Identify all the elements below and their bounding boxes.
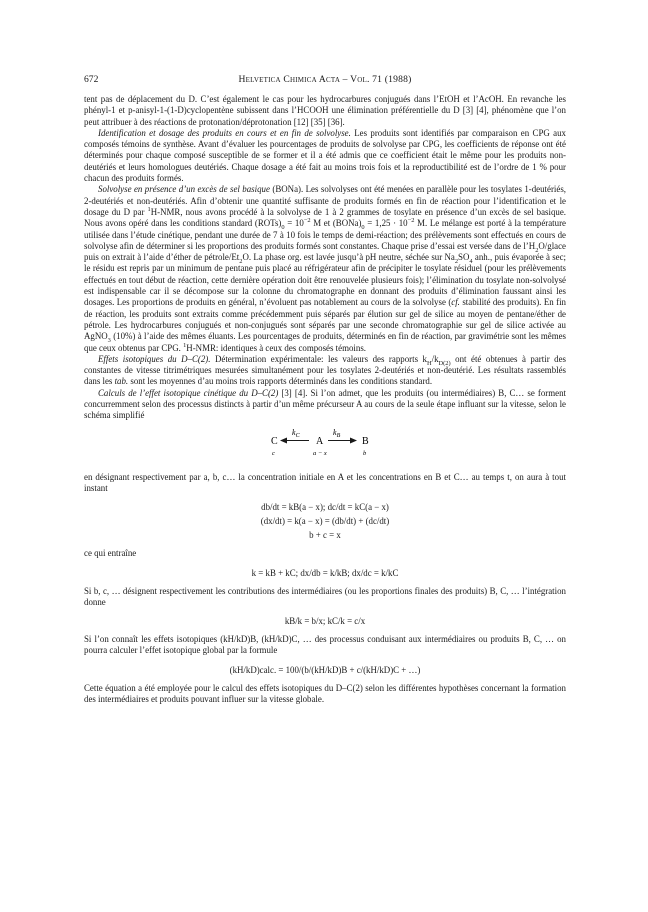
equation-sum: b + c = x <box>309 530 341 541</box>
page-number: 672 <box>84 74 99 85</box>
arrow-right-head <box>350 437 357 443</box>
equation-block-4 <box>84 664 566 676</box>
scheme-A: A <box>316 435 324 447</box>
scheme-kB: $k_B$ <box>333 427 341 439</box>
equation-block-2 <box>84 567 566 579</box>
scheme-kC: $k_C$ <box>292 427 300 439</box>
paragraph-integration: Si b, c, … désignent respectivement les contributions des intermédiaires (ou les proportions finales des produits) B, C, … l’intégration donne <box>84 585 566 607</box>
paragraph-solvolyse: Solvolyse en présence d’un excès de sel basique (BONa). Les solvolyses ont été menées en parallèle pour les tosylates 1-deutériés, 2-deutériés et non-deutériés. Afin d’obtenir une quantité suffisante de produits formés en fin de réaction pour l’identification et le dosage du D par $^1$H-NMR, nous avons procédé à la solvolyse de 1 à 2 grammes de tosylate en présence d’un excès de sel basique. Nous avons opéré dans les conditions standard $(ROTs)_0 = 10^{-2}$ M et $(BONa)_0 = 1,25 \cdot 10^{-2}$ M. Le mélange est porté à la température utilisée dans l’étude cinétique, pendant une durée de 7 à 10 fois le temps de demi-réaction; des prélèvements sont effectués en cours de solvolyse afin de déterminer si les proportions des produits formés sont constantes. Chaque prise d’essai est versée dans de $l’H_2O$/glace puis on extrait à l’aide d’éther de pétrole/$Et_2O$. La phase org. est lavée jusqu’à pH neutre, séchée sur $Na_2SO_4$ anh., puis évaporée à sec; le résidu est repris par un minimum de pentane puis placé au réfrigérateur afin de précipiter le tosylate résiduel (pour les prélèvements effectués en tout début de réaction, cette dernière opération doit être renouvelée plusieurs fois); l’élimination du tosylate non-solvolysé est indispensable car il se décompose sur la colonne du chromatographe en donnant des produits d’élimination faussant ainsi les dosages. Les proportions de produits en général, n’évoluent pas notablement au cours de la solvolyse (cf. stabilité des produits). En fin de réaction, les produits sont extraits comme précédemment puis séparés par élution sur gel de silice au moyen de pentane/éther de pétrole. Les hydrocarbures conjugués et non-conjugués sont séparés par une seconde chromatographie sur gel de silice activée au AgNO$_3$ (10%) à l’aide des mêmes éluants. Les pourcentages de produits, déterminés en fin de réaction, par gravimétrie sont les mêmes que ceux obtenus par CPG. $^1$H-NMR: identiques à ceux des composés témoins. <box>84 184 567 353</box>
paragraph-identification: Identification et dosage des produits en cours et en fin de solvolyse. Les produits sont identifiés par comparaison en CPG aux composés témoins de synthèse. Avant d’évaluer les pourcentages de produits de solvolyse par CPG, les coefficients de réponse ont été déterminés pour chaque composé susceptible de se former et il a été admis que ce coefficient était le même pour les produits non-deutériés et leurs homologues deutériés. Chaque dosage a été fait au moins trois fois et la reproductibilité est de l’ordre de 1 % pour chacun des produits formés. <box>84 127 566 184</box>
scheme-C: C <box>271 435 278 447</box>
arrow-left-head <box>280 437 287 443</box>
equation-ratio: kB/k = b/x; kC/k = c/x <box>284 616 366 627</box>
section-heading-calculs: Calculs de l’effet isotopique cinétique du D–C(2) <box>98 387 279 398</box>
section-heading-identification: Identification et dosage des produits en cours et en fin de solvolyse. <box>98 127 351 138</box>
equation-block-3 <box>84 615 566 627</box>
scheme-label-a-minus-x: a − x <box>313 449 327 457</box>
paragraph-designant: en désignant respectivement par a, b, c… la concentration initiale en A et les concentrations en B et C… au temps t, on aura à tout instant <box>84 471 566 493</box>
equation-k-sum: k = kB + kC; dx/db = k/kB; dx/dc = k/kC <box>251 567 399 578</box>
section-heading-effets: Effets isotopiques du D–C(2). <box>98 353 211 364</box>
journal-title: Helvetica Chimica Acta – Vol. 71 (1988) <box>238 74 412 85</box>
reaction-scheme <box>84 426 566 466</box>
scheme-B: B <box>362 435 369 447</box>
paragraph-entraine: ce qui entraîne <box>84 548 137 559</box>
paragraph-effets-isotopiques: Effets isotopiques du D–C(2). Détermination expérimentale: les valeurs des rapports $k_H/k_{D(2)}$ ont été obtenues à partir des constantes de vitesse titrimétriques mesurées simultanément pour les tosylates 2-deutériés et non-deutérié. Les résultats rassemblés dans les tab. sont les moyennes d’au moins trois rapports déterminés dans les conditions standard. <box>84 353 567 387</box>
equation-rate-x: (dx/dt) = k(a − x) = (db/dt) + (dc/dt) <box>260 516 390 527</box>
equation-rate-b-c: db/dt = kB(a − x); dc/dt = kC(a − x) <box>261 502 389 513</box>
paragraph-calculs: Calculs de l’effet isotopique cinétique du D–C(2) [3] [4]. Si l’on admet, que les produits (ou intermédiaires) B, C… se forment concurremment selon des processus distincts à partir d’un même précurseur A au cours de la seule étape influant sur la vitesse, selon le schéma simplifié <box>84 387 567 421</box>
scheme-label-c: c <box>272 449 275 457</box>
scheme-label-b: b <box>363 449 367 457</box>
section-heading-solvolyse: Solvolyse en présence d’un excès de sel basique <box>98 184 270 195</box>
equation-block-1 <box>84 501 566 541</box>
running-header <box>84 74 566 90</box>
reaction-scheme-svg <box>265 426 385 466</box>
equation-global-isotope-effect: (kH/kD)calc. = 100/(b/(kH/kD)B + c/(kH/kD)C + …) <box>229 664 421 675</box>
page <box>84 74 566 705</box>
paragraph-conclusion: Cette équation a été employée pour le calcul des effets isotopiques du D–C(2) selon les différentes hypothèses concernant la formation des intermédiaires et produits pouvant influer sur la vitesse globale. <box>84 682 566 704</box>
paragraph-1: tent pas de déplacement du D. C’est également le cas pour les hydrocarbures conjugués dans l’EtOH et l’AcOH. En revanche les phényl-1 et p-anisyl-1-(1-D)cyclopentène subissent dans l’HCOOH une élimination préférentielle du D [3] [4], phénomène que l’on peut attribuer à des réactions de protonation/déprotonation [12] [35] [36]. <box>84 94 566 127</box>
article-body <box>84 94 566 705</box>
paragraph-effets-connus: Si l’on connaît les effets isotopiques (kH/kD)B, (kH/kD)C, … des processus conduisant aux intermédiaires ou produits B, C, … on pourra calculer l’effet isotopique global par la formule <box>84 634 566 656</box>
